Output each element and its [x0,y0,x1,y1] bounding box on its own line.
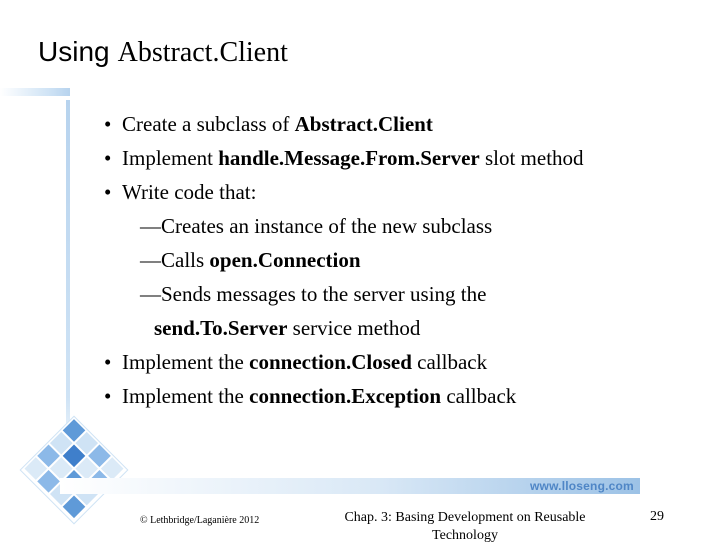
checker-logo-icon [14,410,134,530]
slide-title [38,36,288,69]
title-part-1: Using [38,36,110,67]
bullet-item: • Implement handle.Message.From.Server slot method [104,146,584,170]
slide-body [104,107,704,413]
sub-item-continuation: send.To.Server service method [154,316,421,340]
sub-item: —Creates an instance of the new subclass [140,214,493,238]
bullet-item: • Write code that: [104,180,257,204]
chapter-title: Chap. 3: Basing Development on Reusable Technology [344,510,586,543]
copyright: © Lethbridge/Laganière 2012 [140,515,260,526]
website-link[interactable]: www.lloseng.com [530,479,634,493]
page-number: 29 [650,509,664,524]
bullet-item: • Implement the connection.Closed callback [104,350,488,374]
sub-item: —Sends messages to the server using the [140,282,487,306]
sub-item: —Calls open.Connection [140,248,361,272]
bullet-item: • Implement the connection.Exception callback [104,384,517,408]
title-part-2: Abstract.Client [117,37,288,68]
bullet-item: • Create a subclass of Abstract.Client [104,112,433,136]
title-rule [0,88,70,96]
